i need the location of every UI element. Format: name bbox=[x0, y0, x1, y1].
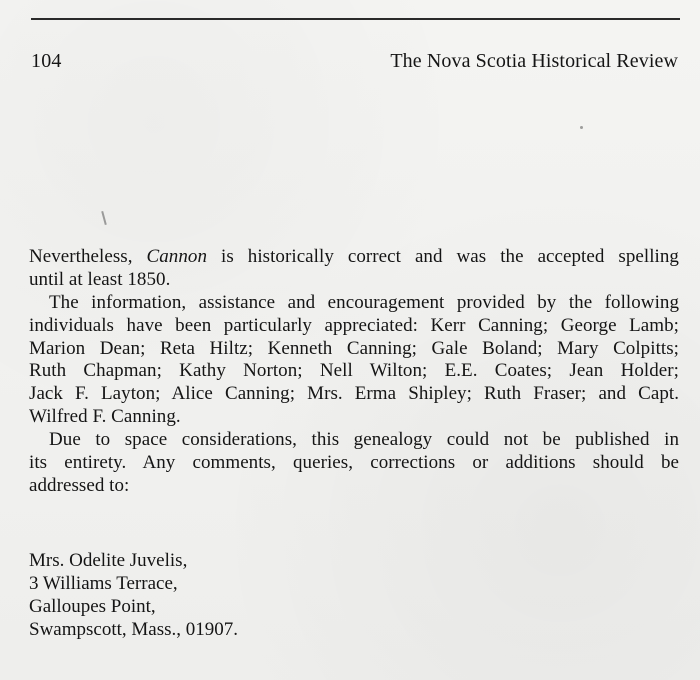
paragraph-3-line-1: Due to space considerations, this genealogy could not be published in bbox=[49, 429, 679, 451]
address-line-name: Mrs. Odelite Juvelis, bbox=[29, 550, 188, 571]
paragraph-1-line-2: until at least 1850. bbox=[29, 268, 171, 290]
paragraph-2-line-3: Marion Dean; Reta Hiltz; Kenneth Canning; Gale Boland; Mary Colpitts; bbox=[29, 337, 679, 359]
scan-speck bbox=[580, 126, 583, 129]
page-number: 104 bbox=[31, 50, 62, 72]
paragraph-3-line-2: its entirety. Any comments, queries, corrections or additions should be bbox=[29, 452, 679, 474]
journal-title: The Nova Scotia Historical Review bbox=[390, 50, 678, 72]
paragraph-2-line-2: individuals have been particularly appreciated: Kerr Canning; George Lamb; bbox=[29, 314, 679, 336]
address-line-place: Galloupes Point, bbox=[29, 595, 156, 617]
paragraph-3-line-3: addressed to: bbox=[29, 474, 130, 496]
paragraph-2-line-1: The information, assistance and encouragement provided by the following bbox=[49, 291, 679, 313]
address-line-street: 3 Williams Terrace, bbox=[29, 572, 178, 594]
paragraph-2-line-4: Ruth Chapman; Kathy Norton; Nell Wilton; E.E. Coates; Jean Holder; bbox=[29, 360, 679, 382]
contact-address bbox=[29, 550, 238, 642]
article-body bbox=[29, 246, 679, 498]
address-line-city: Swampscott, Mass., 01907. bbox=[29, 618, 238, 640]
paragraph-2-line-5: Jack F. Layton; Alice Canning; Mrs. Erma Shipley; Ruth Fraser; and Capt. bbox=[29, 383, 679, 405]
paragraph-1-line-1 bbox=[29, 246, 679, 269]
paragraph-1-text-after-italic: is historically correct and was the accepted spelling bbox=[221, 246, 679, 267]
top-rule bbox=[31, 18, 680, 20]
paragraph-1-text-before-italic: Nevertheless, bbox=[29, 246, 133, 267]
italic-word: Cannon bbox=[146, 246, 208, 267]
paragraph-2-line-6: Wilfred F. Canning. bbox=[29, 406, 181, 428]
scan-speck bbox=[101, 211, 107, 225]
